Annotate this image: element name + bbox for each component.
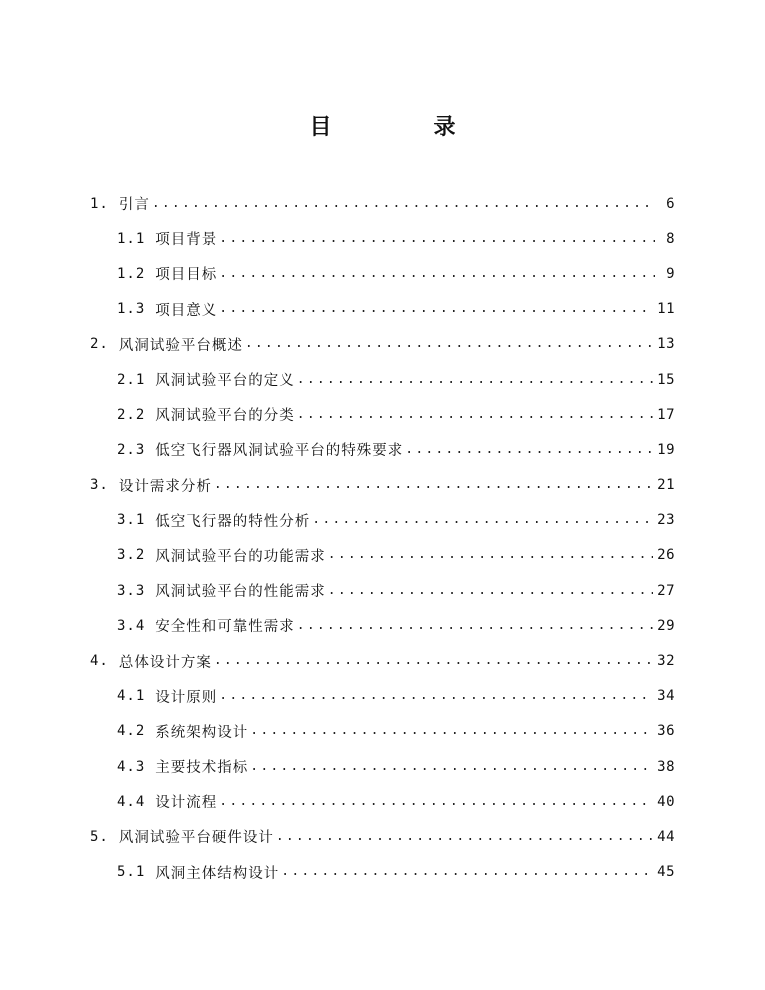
toc-entry-title: 风洞试验平台的功能需求	[155, 548, 326, 565]
toc-entry-title: 设计流程	[155, 795, 218, 812]
toc-dot-leader	[219, 687, 653, 705]
toc-entry-title: 低空飞行器风洞试验平台的特殊要求	[155, 443, 404, 460]
toc-dot-leader	[276, 828, 653, 846]
toc-title: 目 录	[309, 115, 496, 140]
toc-page-number: 44	[657, 828, 675, 845]
toc-entry-title: 设计原则	[155, 689, 218, 706]
toc-section-entry[interactable]	[0, 503, 675, 538]
toc-dot-leader	[219, 793, 653, 811]
toc-dot-leader	[214, 652, 653, 670]
toc-entry-number: 3.3	[117, 582, 146, 599]
toc-entry-title: 系统架构设计	[155, 724, 249, 741]
toc-entry-number: 4.1	[117, 688, 146, 705]
toc-entry-title: 项目背景	[155, 232, 218, 249]
toc-page-number: 29	[657, 617, 675, 634]
toc-entry-title: 风洞试验平台概述	[118, 337, 243, 354]
toc-entry-number: 3.4	[117, 617, 146, 634]
toc-page-number: 13	[657, 336, 675, 353]
toc-section-entry[interactable]	[0, 749, 675, 784]
toc-chapter-entry[interactable]	[0, 186, 675, 221]
toc-entry-title: 风洞试验平台硬件设计	[118, 830, 274, 847]
toc-page-number: 6	[666, 195, 675, 212]
toc-section-entry[interactable]	[0, 256, 675, 291]
toc-entry-number: 1.	[90, 195, 109, 212]
toc-entry-title: 设计需求分析	[118, 478, 212, 495]
toc-entry-title: 低空飞行器的特性分析	[155, 513, 311, 530]
toc-page-number: 26	[657, 547, 675, 564]
toc-dot-leader	[245, 335, 653, 353]
toc-entry-title: 引言	[118, 197, 150, 214]
toc-dot-leader	[328, 582, 653, 600]
toc-page-number: 34	[657, 688, 675, 705]
toc-dot-leader	[312, 511, 653, 529]
toc-section-entry[interactable]	[0, 714, 675, 749]
toc-dot-leader	[297, 371, 653, 389]
toc-page-number: 38	[657, 758, 675, 775]
toc-entry-number: 3.2	[117, 547, 146, 564]
toc-entry-number: 3.	[90, 477, 109, 494]
toc-page-number: 32	[657, 653, 675, 670]
toc-entry-title: 风洞试验平台的定义	[155, 373, 295, 390]
toc-chapter-entry[interactable]	[0, 327, 675, 362]
toc-entry-number: 1.3	[117, 301, 146, 318]
toc-page-number: 8	[666, 230, 675, 247]
toc-section-entry[interactable]	[0, 397, 675, 432]
toc-page-number: 19	[657, 441, 675, 458]
toc-dot-leader	[328, 546, 653, 564]
toc-dot-leader	[152, 195, 655, 213]
toc-entry-title: 主要技术指标	[155, 760, 249, 777]
toc-entry-number: 5.1	[117, 864, 146, 881]
toc-section-entry[interactable]	[0, 362, 675, 397]
toc-dot-leader	[250, 758, 653, 776]
toc-section-entry[interactable]	[0, 784, 675, 819]
toc-page-number: 15	[657, 371, 675, 388]
toc-dot-leader	[219, 230, 655, 248]
toc-section-entry[interactable]	[0, 538, 675, 573]
toc-dot-leader	[405, 441, 653, 459]
toc-section-entry[interactable]	[0, 221, 675, 256]
toc-dot-leader	[281, 863, 653, 881]
toc-entry-number: 4.	[90, 653, 109, 670]
toc-entry-number: 4.2	[117, 723, 146, 740]
toc-entry-title: 风洞主体结构设计	[155, 865, 280, 882]
toc-dot-leader	[219, 265, 655, 283]
toc-page-number: 17	[657, 406, 675, 423]
toc-dot-leader	[219, 300, 653, 318]
toc-page-number: 21	[657, 477, 675, 494]
toc-entry-number: 4.4	[117, 793, 146, 810]
toc-entry-number: 2.2	[117, 406, 146, 423]
toc-page-number: 9	[666, 265, 675, 282]
toc-chapter-entry[interactable]	[0, 643, 675, 678]
toc-page-number: 45	[657, 864, 675, 881]
toc-page-number: 23	[657, 512, 675, 529]
toc-entry-number: 3.1	[117, 512, 146, 529]
toc-page-number: 11	[657, 301, 675, 318]
toc-entry-number: 5.	[90, 828, 109, 845]
toc-entry-number: 1.2	[117, 265, 146, 282]
toc-section-entry[interactable]	[0, 573, 675, 608]
toc-entry-title: 项目目标	[155, 267, 218, 284]
toc-dot-leader	[214, 476, 653, 494]
toc-section-entry[interactable]	[0, 608, 675, 643]
toc-chapter-entry[interactable]	[0, 819, 675, 854]
toc-section-entry[interactable]	[0, 855, 675, 890]
toc-dot-leader	[250, 722, 653, 740]
toc-list	[0, 186, 765, 890]
toc-dot-leader	[297, 617, 653, 635]
toc-entry-title: 项目意义	[155, 302, 218, 319]
toc-entry-title: 总体设计方案	[118, 654, 212, 671]
toc-entry-number: 2.	[90, 336, 109, 353]
toc-section-entry[interactable]	[0, 679, 675, 714]
toc-chapter-entry[interactable]	[0, 468, 675, 503]
toc-page-number: 40	[657, 793, 675, 810]
toc-page-number: 36	[657, 723, 675, 740]
toc-entry-number: 4.3	[117, 758, 146, 775]
toc-section-entry[interactable]	[0, 292, 675, 327]
toc-entry-title: 安全性和可靠性需求	[155, 619, 295, 636]
toc-dot-leader	[297, 406, 653, 424]
toc-entry-number: 2.3	[117, 441, 146, 458]
toc-entry-number: 2.1	[117, 371, 146, 388]
toc-entry-title: 风洞试验平台的分类	[155, 408, 295, 425]
toc-page-number: 27	[657, 582, 675, 599]
toc-entry-number: 1.1	[117, 230, 146, 247]
toc-entry-title: 风洞试验平台的性能需求	[155, 584, 326, 601]
toc-section-entry[interactable]	[0, 432, 675, 467]
